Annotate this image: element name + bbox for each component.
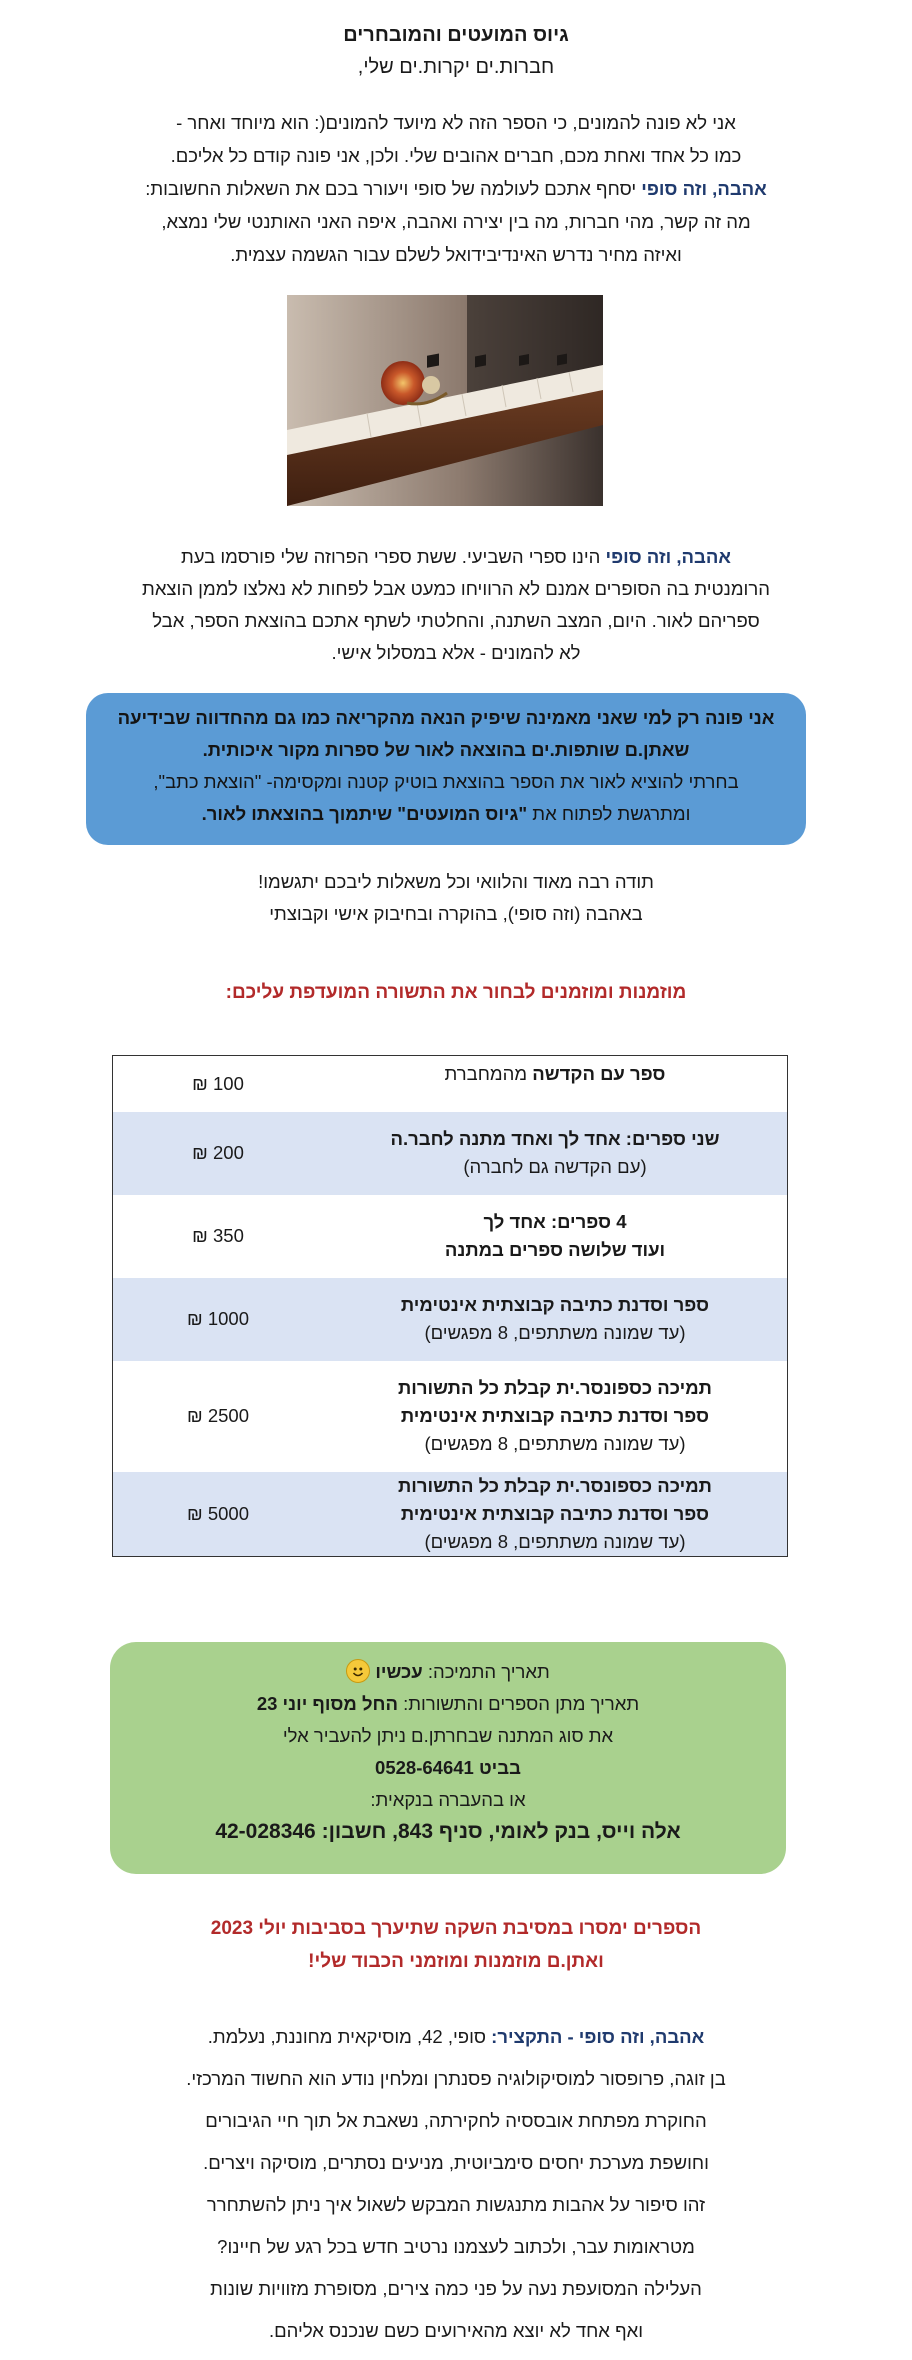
intro-paragraph <box>96 106 816 271</box>
table-row <box>113 1112 788 1195</box>
tier-price: ₪ 2500 <box>186 1405 249 1426</box>
synopsis-line: מטראומות עבר, ולכתוב לעצמנו נרטיב חדש בכל רגע של חיינו? <box>217 2236 695 2257</box>
event-line: הספרים ימסרו במסיבת השקה שתיערך בסביבות יולי 2023 <box>210 1918 702 1939</box>
event-line: ואתן.ם מוזמנות ומוזמני הכבוד שלי! <box>308 1951 604 1972</box>
invite-heading: מוזמנות ומוזמנים לבחור את התשורה המועדפת עליכם: <box>225 982 687 1003</box>
about-line: אהבה, וזה סופי הינו ספרי השביעי. ששת ספרי הפרוזה שלי פורסמו בעת <box>180 546 731 567</box>
tier-price: ₪ 100 <box>192 1072 244 1094</box>
intro-line: אהבה, וזה סופי יסחף אתכם לעולמה של סופי ויעורר בכם את השאלות החשובות: <box>145 178 767 199</box>
synopsis-heading: אהבה, וזה סופי - התקציר: <box>491 2026 705 2047</box>
bank-transfer-line: או בהעברה בנקאית: <box>370 1789 526 1810</box>
payment-box <box>110 1642 786 1874</box>
intro-line: מה זה קשר, מהי חברות, מה בין יצירה ואהבה, איפה האני האותנטי שלי נמצא, <box>161 211 751 232</box>
tier-description: 4 ספרים: אחד לך ועוד שלושה ספרים במתנה <box>444 1211 666 1260</box>
synopsis-line: העלילה המסועפת נעה על פני כמה צירים, מסופרת מזוויות שונות <box>210 2278 702 2299</box>
intro-line: כמו כל אחד ואחת מכם, חברים אהובים שלי. ולכן, אני פונה קודם כל אליכם. <box>170 145 742 166</box>
bit-phone: בביט 0528-64641 <box>375 1757 521 1778</box>
synopsis-line: זהו סיפור על אהבות מתנגשות המבקש לשאול איך ניתן להשתחרר <box>206 2194 706 2215</box>
rewards-table <box>112 1055 788 1557</box>
signature-line: באהבה (וזה סופי), בהוקרה ובחיבוק אישי וקבוצתי <box>269 903 643 924</box>
thanks-line: תודה רבה מאוד והלוואי וכל משאלות ליבכם יתגשמו! <box>258 871 654 892</box>
piano-flower-photo <box>287 295 603 506</box>
table-row <box>113 1278 788 1361</box>
delivery-date-line: תאריך מתן הספרים והתשורות: החל מסוף יוני 23 <box>256 1693 640 1714</box>
about-line: לא להמונים - אלא במסלול אישי. <box>331 642 581 663</box>
appeal-line: אני פונה רק למי שאני מאמינה שיפיק הנאה מהקריאה כמו גם מהחדווה שבידיעה <box>117 707 775 728</box>
greeting: חברות.ים יקרות.ים שלי, <box>357 56 555 78</box>
transfer-line: את סוג המתנה שבחרתן.ם ניתן להעביר אלי <box>282 1725 614 1746</box>
tier-price: ₪ 5000 <box>186 1502 249 1524</box>
about-line: ספריהם לאור. היום, המצב השתנה, והחלטתי לשתף אתכם בהוצאת הספר, אבל <box>152 610 760 631</box>
appeal-line: שאתן.ם שותפות.ים בהוצאה לאור של ספרות מקור איכותית. <box>202 739 690 760</box>
support-date-line: תאריך התמיכה: עכשיו <box>110 1656 786 1688</box>
appeal-box <box>86 693 806 845</box>
appeal-line: ומתרגשת לפתוח את "גיוס המועטים" שיתמוך בהוצאתו לאור. <box>201 803 691 824</box>
table-row <box>113 1195 788 1278</box>
tier-description: ספר וסדנת כתיבה קבוצתית אינטימית (עד שמונה משתתפים, 8 מפגשים) <box>400 1294 710 1343</box>
synopsis-line: ואף אחד לא יוצא מהאירועים כשם שנכנס אליהם. <box>268 2320 644 2341</box>
piano-photo-icon <box>287 295 603 506</box>
tier-price: ₪ 1000 <box>186 1308 249 1329</box>
book-name: אהבה, וזה סופי <box>605 546 731 567</box>
table-row <box>113 1361 788 1472</box>
tier-description: ספר עם הקדשה מהמחברת <box>444 1062 666 1084</box>
synopsis-line: אהבה, וזה סופי - התקציר: סופי, 42, מוסיקאית מחוננת, נעלמת. <box>207 2026 705 2047</box>
about-line: הרומנטית בה הסופרים אמנם לא הרוויחו כמעט אבל לפחות לא נאלצו לממן הוצאת <box>142 578 770 599</box>
intro-line: אני לא פונה להמונים, כי הספר הזה לא מיועד להמונים(: הוא מיוחד ואחר - <box>176 112 736 133</box>
about-paragraph <box>100 541 812 669</box>
launch-event <box>0 1912 912 1978</box>
synopsis <box>100 2016 812 2352</box>
page-title: גיוס המועטים והמובחרים <box>343 24 569 46</box>
tier-description: תמיכה כספונסר.ית קבלת כל התשורות ספר וסדנת כתיבה קבוצתית אינטימית (עד שמונה משתתפים, 8 מפגשים) <box>398 1377 712 1454</box>
smiley-icon <box>346 1659 370 1683</box>
tier-price: ₪ 350 <box>192 1225 244 1246</box>
table-row <box>113 1056 788 1112</box>
intro-line: ואיזה מחיר נדרש האינדיבידואל לשלם עבור הגשמה עצמית. <box>230 244 682 265</box>
tier-description: שני ספרים: אחד לך ואחד מתנה לחבר.ה (עם הקדשה גם לחברה) <box>390 1128 720 1177</box>
synopsis-line: החוקרת מפתחת אובססיה לחקירתה, נשאבת אל תוך חיי הגיבורים <box>205 2110 707 2131</box>
bank-details: אלה וייס, בנק לאומי, סניף 843, חשבון: 42-028346 <box>215 1820 681 1843</box>
synopsis-line: וחושפת מערכת יחסים סימביוטית, מניעים נסתרים, מוסיקה ויצרים. <box>203 2152 709 2173</box>
book-name: אהבה, וזה סופי <box>641 178 767 199</box>
table-row <box>113 1472 788 1557</box>
thanks-paragraph <box>0 866 912 930</box>
synopsis-line: בן זוגה, פרופסור למוסיקולוגיה פסנתרן ומלחין נודע הוא החשוד המרכזי. <box>186 2068 726 2089</box>
tier-description: תמיכה כספונסר.ית קבלת כל התשורות ספר וסדנת כתיבה קבוצתית אינטימית (עד שמונה משתתפים, 8 מפגשים) <box>398 1474 712 1552</box>
tier-price: ₪ 200 <box>192 1142 244 1163</box>
appeal-line: בחרתי להוציא לאור את הספר בהוצאת בוטיק קטנה ומקסימה- "הוצאת כתב", <box>153 771 739 792</box>
